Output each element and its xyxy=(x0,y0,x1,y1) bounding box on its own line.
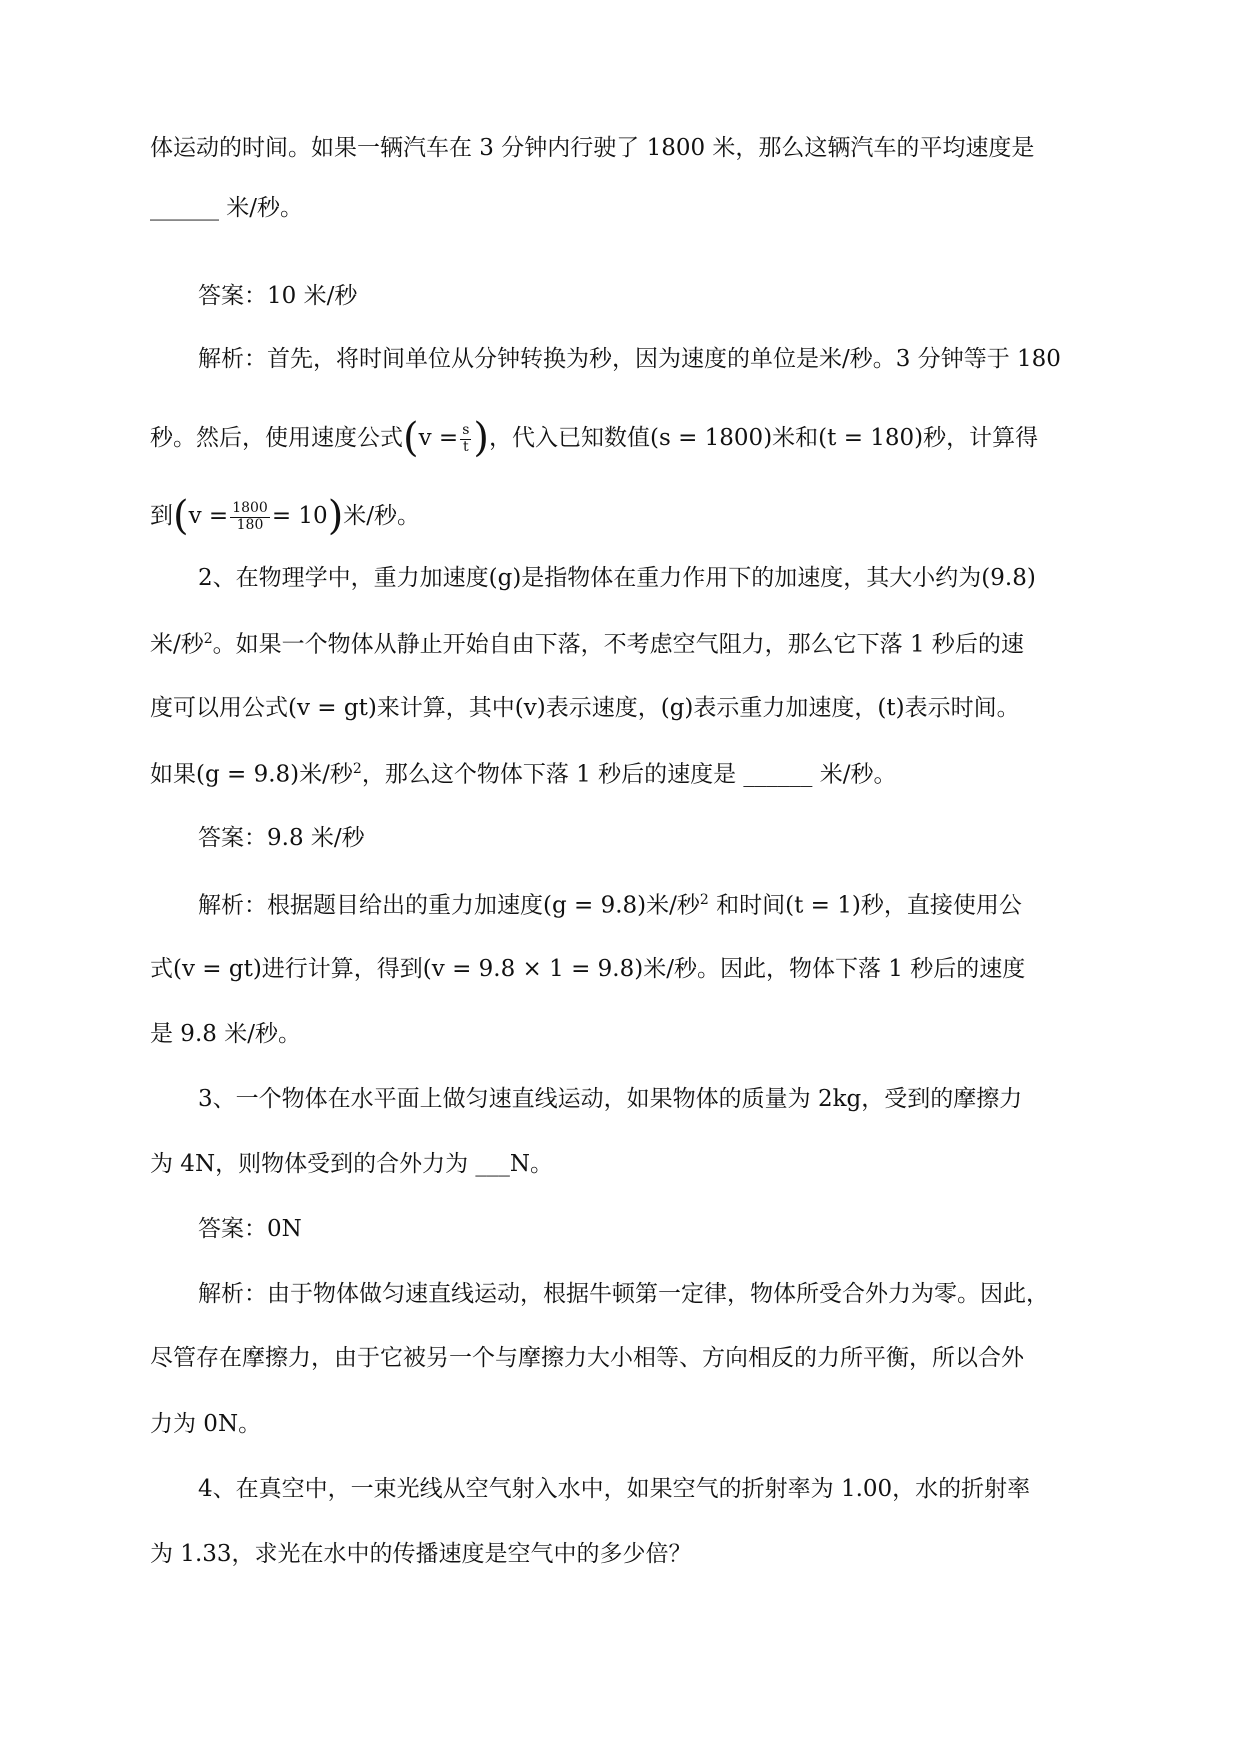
q1-explanation-3 xyxy=(150,490,421,539)
fraction-denominator: t xyxy=(462,438,469,455)
q2-answer: 答案：9.8 米/秒 xyxy=(198,825,365,851)
q1-explanation-2 xyxy=(150,412,1039,461)
q3-line-2: 为 4N，则物体受到的合外力为 ___N。 xyxy=(150,1151,554,1177)
q3-explanation-1: 解析：由于物体做匀速直线运动，根据牛顿第一定律，物体所受合外力为零。因此， xyxy=(198,1281,1049,1307)
close-paren-glyph: ) xyxy=(327,493,344,539)
q2-exp1-text-b: 和时间(t = 1)秒，直接使用公 xyxy=(708,892,1022,919)
q2-exp1-text-a: 解析：根据题目给出的重力加速度(g = 9.8)米/秒 xyxy=(198,892,700,919)
q3-answer: 答案：0N xyxy=(198,1216,302,1242)
q1-answer: 答案：10 米/秒 xyxy=(198,283,358,309)
formula-rhs: = 10 xyxy=(271,503,328,529)
open-paren-glyph: ( xyxy=(173,493,189,539)
close-paren-glyph: ) xyxy=(473,415,489,461)
q1-exp3-text-a: 到 xyxy=(150,503,173,529)
q3-explanation-3: 力为 0N。 xyxy=(150,1411,262,1437)
fraction xyxy=(230,501,270,533)
q1-exp3-text-b: 米/秒。 xyxy=(343,503,421,529)
q4-line-1: 4、在真空中，一束光线从空气射入水中，如果空气的折射率为 1.00，水的折射率 xyxy=(198,1476,1031,1502)
fraction-numerator: 1800 xyxy=(232,500,268,517)
q3-explanation-2: 尽管存在摩擦力，由于它被另一个与摩擦力大小相等、方向相反的力所平衡，所以合外 xyxy=(150,1345,1024,1371)
q2-line4-text-a: 如果(g = 9.8)米/秒 xyxy=(150,761,353,788)
superscript: 2 xyxy=(352,761,362,777)
q1-line-2: ______ 米/秒。 xyxy=(150,195,304,221)
q2-line-1: 2、在物理学中，重力加速度(g)是指物体在重力作用下的加速度，其大小约为(9.8) xyxy=(198,565,1036,591)
q2-line4-text-b: ，那么这个物体下落 1 秒后的速度是 ______ 米/秒。 xyxy=(361,761,897,788)
q2-explanation-2: 式(v = gt)进行计算，得到(v = 9.8 × 1 = 9.8)米/秒。因此，物体下落 1 秒后的速度 xyxy=(150,956,1026,982)
fraction-numerator: s xyxy=(462,422,470,439)
q1-exp2-text-a: 秒。然后，使用速度公式 xyxy=(150,425,403,451)
q2-line-3: 度可以用公式(v = gt)来计算，其中(v)表示速度，(g)表示重力加速度，(t)表示时间。 xyxy=(150,695,1020,721)
superscript: 2 xyxy=(203,631,213,647)
q3-line-1: 3、一个物体在水平面上做匀速直线运动，如果物体的质量为 2kg，受到的摩擦力 xyxy=(198,1086,1023,1112)
fraction xyxy=(460,423,471,455)
formula-lhs: v = xyxy=(418,425,459,451)
q2-explanation-3: 是 9.8 米/秒。 xyxy=(150,1021,301,1047)
q2-line2-text-b: 。如果一个物体从静止开始自由下落，不考虑空气阻力，那么它下落 1 秒后的速 xyxy=(212,631,1024,658)
q2-line-4 xyxy=(150,762,896,787)
open-paren-glyph: ( xyxy=(403,415,419,461)
q2-explanation-1 xyxy=(198,893,1022,918)
q1-explanation-1: 解析：首先，将时间单位从分钟转换为秒，因为速度的单位是米/秒。3 分钟等于 180 xyxy=(198,346,1061,372)
q2-line-2 xyxy=(150,632,1024,657)
q2-line2-text-a: 米/秒 xyxy=(150,631,204,658)
formula-lhs: v = xyxy=(188,503,229,529)
q1-exp2-text-b: ，代入已知数值(s = 1800)米和(t = 180)秒，计算得 xyxy=(488,425,1039,451)
superscript: 2 xyxy=(699,892,709,908)
q4-line-2: 为 1.33，求光在水中的传播速度是空气中的多少倍？ xyxy=(150,1541,692,1567)
q1-line-1: 体运动的时间。如果一辆汽车在 3 分钟内行驶了 1800 米，那么这辆汽车的平均速度是 xyxy=(150,135,1035,161)
fraction-denominator: 180 xyxy=(236,516,264,533)
